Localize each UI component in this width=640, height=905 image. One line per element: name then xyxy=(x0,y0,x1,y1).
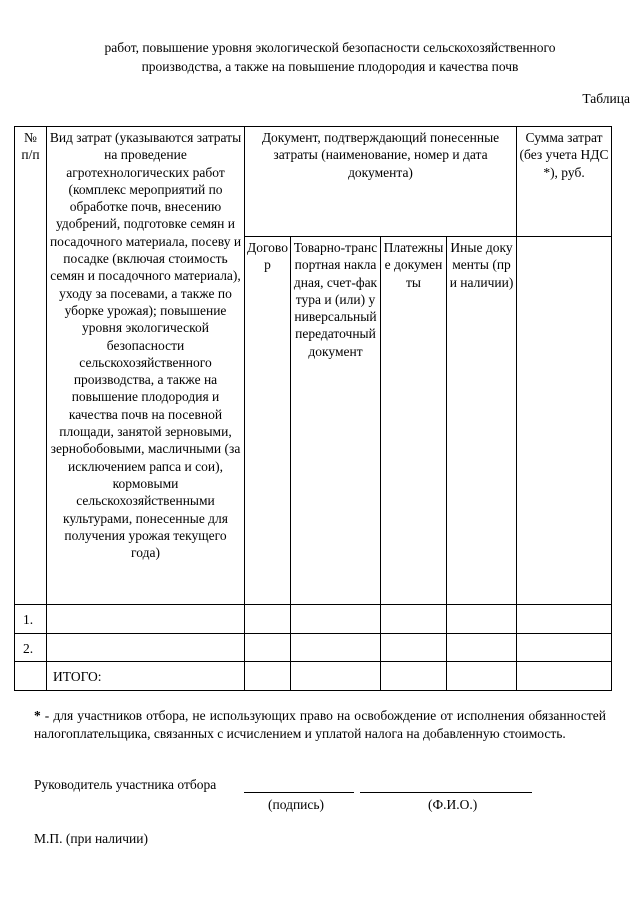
cell-empty xyxy=(47,634,245,662)
table-caption: Таблица xyxy=(582,91,630,106)
cell-empty xyxy=(517,605,612,634)
form-heading xyxy=(40,38,620,76)
cell-empty xyxy=(517,634,612,662)
header-contract: Договор xyxy=(245,237,291,605)
header-payment-docs: Платежные документы xyxy=(381,237,447,605)
cell-empty xyxy=(291,605,381,634)
table-row-total xyxy=(15,662,612,691)
row-number: 2. xyxy=(15,634,47,662)
costs-table xyxy=(14,126,612,691)
stamp-note: М.П. (при наличии) xyxy=(34,831,148,846)
signature-caption: (подпись) xyxy=(268,797,325,812)
table-row xyxy=(15,634,612,662)
cell-empty xyxy=(517,662,612,691)
header-sum-empty xyxy=(517,237,612,605)
heading-line-1: работ, повышение уровня экологической безопасности сельскохозяйственного xyxy=(104,40,556,55)
footnote-star: * xyxy=(34,708,41,723)
table-row xyxy=(15,605,612,634)
cell-empty xyxy=(447,662,517,691)
signature-line[interactable] xyxy=(244,792,354,793)
name-caption: (Ф.И.О.) xyxy=(428,797,478,812)
header-sum: Сумма затрат (без учета НДС *), руб. xyxy=(517,127,612,237)
cell-empty xyxy=(245,634,291,662)
cell-empty xyxy=(291,662,381,691)
cell-empty xyxy=(381,605,447,634)
heading-line-2: производства, а также на повышение плодородия и качества почв xyxy=(141,59,519,74)
cell-empty xyxy=(15,662,47,691)
cell-empty xyxy=(245,605,291,634)
signature-label: Руководитель участника отбора xyxy=(34,777,217,792)
header-other-docs: Иные документы (при наличии) xyxy=(447,237,517,605)
cell-empty xyxy=(381,662,447,691)
header-number: № п/п xyxy=(15,127,47,605)
footnote xyxy=(34,707,606,743)
cell-empty xyxy=(291,634,381,662)
row-number: 1. xyxy=(15,605,47,634)
cell-empty xyxy=(47,605,245,634)
header-waybill: Товарно-транспортная накладная, счет-фактура и (или) универсальный передаточный документ xyxy=(291,237,381,605)
header-documents: Документ, подтверждающий понесенные затраты (наименование, номер и дата документа) xyxy=(245,127,517,237)
header-cost-type: Вид затрат (указываются затраты на проведение агротехнологических работ (комплекс мероприятий по обработке почв, внесению удобрений, подготовке семян и посадочного материала, посеву и посадке (включая стоимость семян и посадочного материала), уходу за посевами, а также по уборке урожая); повышение уровня экологической безопасности сельскохозяйственного производства, а также на повышение плодородия и качества почв на посевной площади, занятой зерновыми, зернобобовыми, масличными (за исключением рапса и сои), кормовыми сельскохозяйственными культурами, понесенные для получения урожая текущего года) xyxy=(47,127,245,605)
total-label: ИТОГО: xyxy=(47,662,245,691)
cell-empty xyxy=(245,662,291,691)
footnote-text: - для участников отбора, не использующих право на освобождение от исполнения обязанностей налогоплательщика, связанных с исчислением и уплатой налога на добавленную стоимость. xyxy=(34,708,606,741)
cell-empty xyxy=(447,634,517,662)
cell-empty xyxy=(447,605,517,634)
cell-empty xyxy=(381,634,447,662)
name-line[interactable] xyxy=(360,792,532,793)
